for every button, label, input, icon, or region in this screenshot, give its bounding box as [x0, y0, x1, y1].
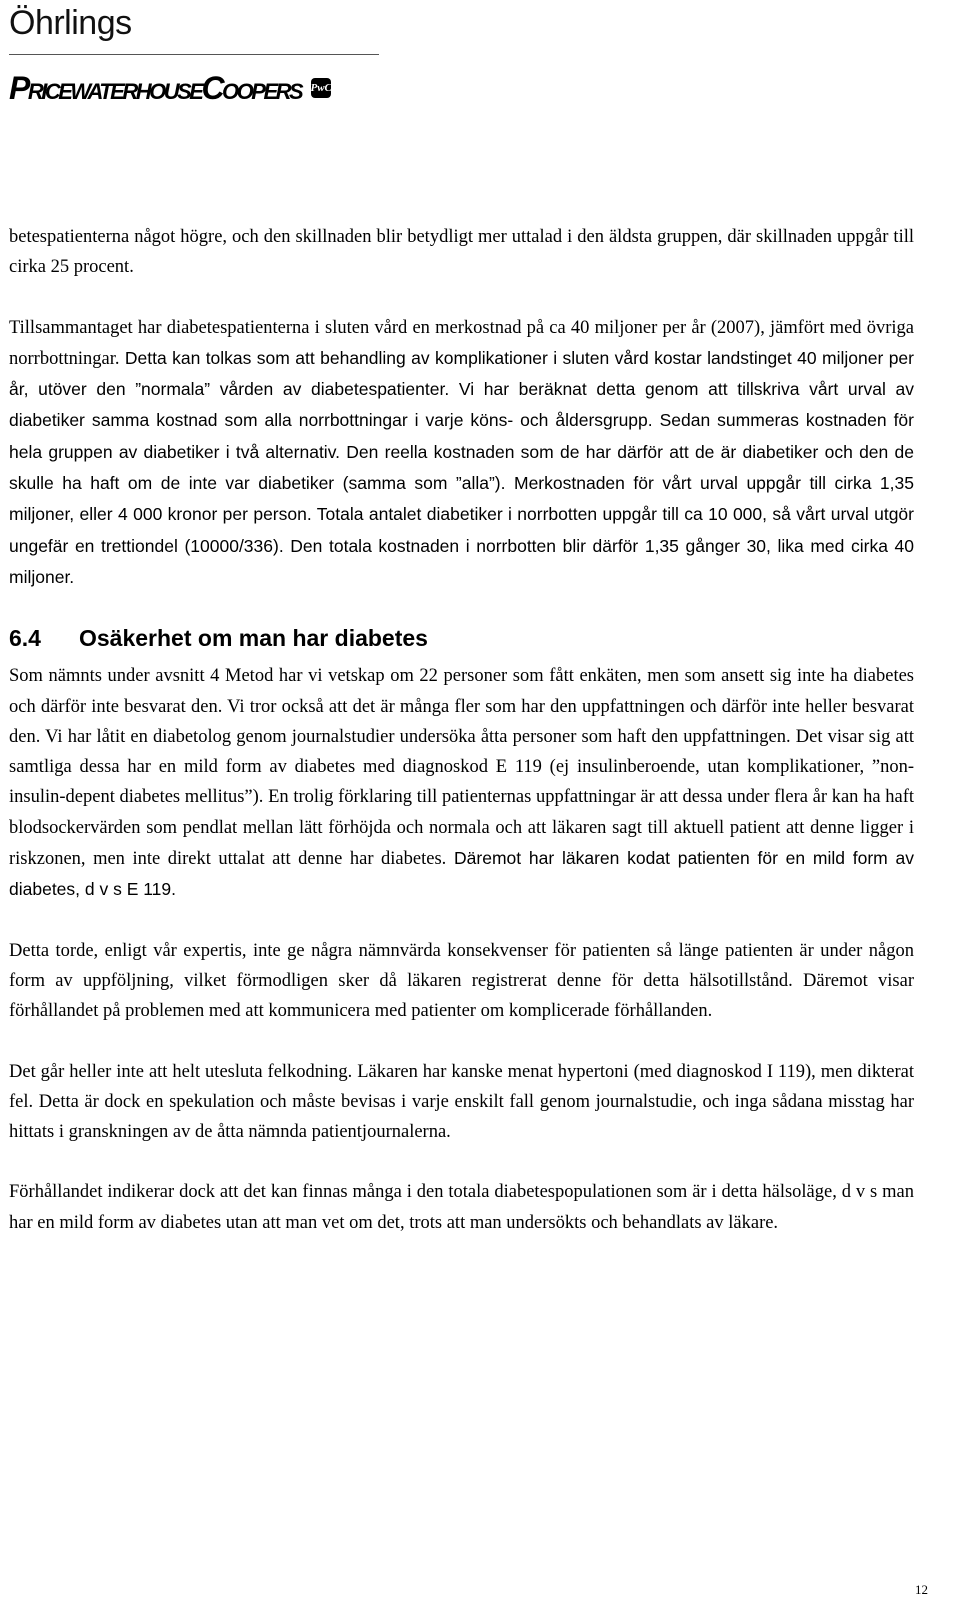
paragraph-text: Däremot har läkaren kodat patienten för en mild form av diabetes, d v s E 119. — [9, 848, 914, 900]
logo-wordmark: PricewaterhouseCoopers — [9, 70, 302, 106]
paragraph-conclusion: Förhållandet indikerar dock att det kan finnas många i den totala diabetespopulationen som är i detta hälsoläge, d v s man har en mild form av diabetes utan att man vet om det, trots att man undersökts och behandlats av läkare. — [9, 1182, 914, 1233]
paragraph-consequences: Detta torde, enligt vår expertis, inte ge några nämnvärda konsekvenser för patienten så länge patienten är under någon form av uppföljning, vilket förmodligen sker då läkaren registrerat denne för detta hälsotillstånd. Däremot visar förhållandet på problemen med att kommunicera med patienter om komplicerade förhållanden. — [9, 940, 914, 1022]
paragraph-cost-summary — [9, 313, 914, 594]
paragraph-miscoding: Det går heller inte att helt utesluta felkodning. Läkaren har kanske menat hypertoni (med diagnoskod I 119), men dikterat fel. Detta är dock en spekulation och måste bevisas i varje enskilt fall genom journalstudie, och inga sådana misstag har hittats i granskningen av de åtta nämnda patientjournalerna. — [9, 1061, 914, 1143]
paragraph-text: Detta kan tolkas som att behandling av komplikationer i sluten vård kostar landstinget 40 miljoner per år, utöver den ”normala” vården av diabetespatienter. — [9, 347, 914, 400]
document-body — [9, 222, 914, 1238]
section-heading — [9, 623, 914, 653]
paragraph-text: Tillsammantaget har diabetespatienterna i sluten vård en merkostnad på ca 40 miljoner per år (2007), jämfört med övriga norrbottningar. — [9, 317, 914, 369]
paragraph-uncertainty — [9, 661, 914, 905]
header-divider — [9, 54, 379, 55]
logo — [9, 66, 331, 110]
paragraph-cost-intro: betespatienterna något högre, och den skillnaden blir betydligt mer uttalad i den äldsta gruppen, där skillnaden uppgår till cirka 25 procent. — [9, 227, 914, 278]
page-header — [9, 4, 379, 106]
section-number: 6.4 — [9, 625, 41, 652]
section-title: Osäkerhet om man har diabetes — [79, 625, 428, 652]
paragraph-text: Som nämnts under avsnitt 4 Metod har vi vetskap om 22 personer som fått enkäten, men som ansett sig inte ha diabetes och därför inte besvarat den. Vi tror också att det är många fler som har den uppfattningen och därför inte heller besvarat den. Vi har låtit en diabetolog genom journalstudier undersöka åtta personer som haft den uppfattningen. Det visar sig att samtliga dessa har en mild form av diabetes med diagnoskod E 119 (ej insulinberoende, utan komplikationer, ”non-insulin-depent diabetes mellitus”). En trolig förklaring till patienternas uppfattningar är att dessa under flera år kan ha haft blodsockervärden som pendlat mellan lätt förhöjda och normala och att läkaren sagt till aktuell patient att denne ligger i riskzonen, men inte direkt uttalat att denne har diabetes. — [9, 666, 914, 870]
paragraph-text: Vi har beräknat detta genom att tillskriva vårt urval av diabetiker samma kostnad som alla norrbottningar i varje köns- och åldersgrupp. Sedan summeras kostnaden för hela gruppen av diabetiker i två alternativ. Den reella kostnaden som de har därför att de är diabetiker och den de skulle ha haft om de inte var diabetiker (samma som ”alla”). Merkostnaden för vårt urval uppgår till cirka 1,35 miljoner, eller 4 000 kronor per person. Totala antalet diabetiker i norrbotten uppgår till ca 10 000, så vårt urval utgör ungefär en trettiondel (10000/336). Den totala kostnaden i norrbotten blir därför 1,35 gånger 30, lika med cirka 40 miljoner. — [9, 379, 914, 587]
seal-icon: PwC — [311, 78, 331, 98]
brand-name: Öhrlings — [9, 4, 132, 42]
page-number: 12 — [915, 1582, 928, 1597]
